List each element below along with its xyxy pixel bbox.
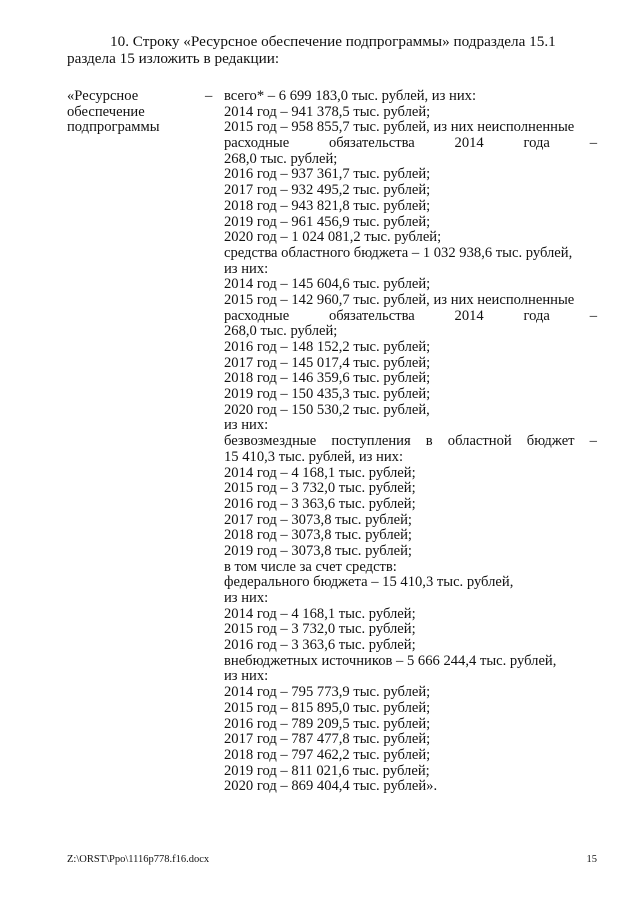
content-line: 2016 год – 3 363,6 тыс. рублей; bbox=[224, 637, 416, 654]
content-line: 2014 год – 145 604,6 тыс. рублей; bbox=[224, 276, 431, 293]
content-line: из них: bbox=[224, 668, 269, 685]
content-line: средства областного бюджета – 1 032 938,6 тыс. рублей, bbox=[224, 244, 573, 261]
content-line: всего* – 6 699 183,0 тыс. рублей, из них: bbox=[224, 88, 477, 104]
word: года bbox=[523, 307, 550, 324]
content-line: 2014 год – 795 773,9 тыс. рублей; bbox=[224, 684, 431, 701]
content-line-justified bbox=[224, 309, 597, 325]
content-line: 2015 год – 142 960,7 тыс. рублей, из них неисполненные bbox=[224, 291, 575, 308]
page-number: 15 bbox=[586, 854, 597, 865]
resource-label-line-2: обеспечение bbox=[67, 103, 145, 120]
content-line: 2017 год – 145 017,4 тыс. рублей; bbox=[224, 354, 431, 371]
word: года bbox=[523, 135, 550, 152]
content-line: 2016 год – 789 209,5 тыс. рублей; bbox=[224, 715, 431, 732]
word: 2014 bbox=[454, 307, 484, 324]
content-line: 2020 год – 150 530,2 тыс. рублей, bbox=[224, 401, 430, 418]
file-path: Z:\ORST\Ppo\1116p778.f16.docx bbox=[67, 854, 210, 865]
word: поступления bbox=[331, 433, 411, 450]
content-line: 2014 год – 941 378,5 тыс. рублей; bbox=[224, 103, 431, 120]
content-line: 2019 год – 961 456,9 тыс. рублей; bbox=[224, 213, 431, 230]
word: – bbox=[589, 433, 597, 450]
content-line: 2020 год – 869 404,4 тыс. рублей». bbox=[224, 778, 438, 795]
content-line: внебюджетных источников – 5 666 244,4 тыс. рублей, bbox=[224, 652, 557, 669]
content-line: 2018 год – 3073,8 тыс. рублей; bbox=[224, 527, 412, 544]
intro-line-1: 10. Строку «Ресурсное обеспечение подпрограммы» подраздела 15.1 bbox=[110, 33, 556, 50]
content-line: 2015 год – 815 895,0 тыс. рублей; bbox=[224, 699, 431, 716]
content-line: 2016 год – 3 363,6 тыс. рублей; bbox=[224, 495, 416, 512]
word: расходные bbox=[224, 307, 290, 324]
content-line: 2020 год – 1 024 081,2 тыс. рублей; bbox=[224, 229, 442, 246]
page-footer bbox=[67, 854, 597, 865]
content-line: в том числе за счет средств: bbox=[224, 558, 397, 575]
content-line-justified bbox=[224, 434, 597, 450]
content-line: из них: bbox=[224, 260, 269, 277]
content-line: 2018 год – 943 821,8 тыс. рублей; bbox=[224, 197, 431, 214]
content-line: из них: bbox=[224, 417, 269, 434]
content-line: 268,0 тыс. рублей; bbox=[224, 150, 338, 167]
label-dash: – bbox=[205, 88, 213, 104]
content-line: 2014 год – 4 168,1 тыс. рублей; bbox=[224, 464, 416, 481]
content-line: из них: bbox=[224, 590, 269, 606]
content-line: 2019 год – 3073,8 тыс. рублей; bbox=[224, 542, 412, 559]
content-line-justified bbox=[224, 136, 597, 152]
content-line: федерального бюджета – 15 410,3 тыс. рублей, bbox=[224, 574, 514, 591]
word: в bbox=[425, 433, 433, 450]
content-line: 2014 год – 4 168,1 тыс. рублей; bbox=[224, 605, 416, 622]
word: 2014 bbox=[454, 135, 484, 152]
word: бюджет bbox=[526, 433, 575, 450]
content-line: 2015 год – 958 855,7 тыс. рублей, из них неисполненные bbox=[224, 119, 575, 136]
content-line: 2016 год – 937 361,7 тыс. рублей; bbox=[224, 166, 431, 183]
content-line: 2017 год – 787 477,8 тыс. рублей; bbox=[224, 731, 431, 748]
resource-label-cell bbox=[67, 89, 217, 136]
content-line: 2018 год – 146 359,6 тыс. рублей; bbox=[224, 370, 431, 387]
word: обязательства bbox=[328, 135, 415, 152]
content-line: 2017 год – 932 495,2 тыс. рублей; bbox=[224, 182, 431, 199]
word: расходные bbox=[224, 135, 290, 152]
content-line: 2016 год – 148 152,2 тыс. рублей; bbox=[224, 339, 431, 355]
word: – bbox=[589, 307, 597, 324]
intro-line-2: раздела 15 изложить в редакции: bbox=[67, 50, 280, 67]
word: областной bbox=[447, 433, 512, 450]
content-line: 2019 год – 811 021,6 тыс. рублей; bbox=[224, 762, 430, 779]
word: – bbox=[589, 135, 597, 152]
resource-content-cell bbox=[224, 89, 597, 795]
word: безвозмездные bbox=[224, 433, 317, 450]
content-line: 2015 год – 3 732,0 тыс. рублей; bbox=[224, 480, 416, 497]
content-line: 2015 год – 3 732,0 тыс. рублей; bbox=[224, 621, 416, 638]
content-line: 2019 год – 150 435,3 тыс. рублей; bbox=[224, 386, 431, 403]
content-line: 2017 год – 3073,8 тыс. рублей; bbox=[224, 511, 412, 528]
content-line: 2018 год – 797 462,2 тыс. рублей; bbox=[224, 746, 431, 763]
resource-label-line-1: «Ресурсное bbox=[67, 88, 139, 104]
word: обязательства bbox=[328, 307, 415, 324]
intro-paragraph bbox=[67, 33, 597, 67]
content-line: 15 410,3 тыс. рублей, из них: bbox=[224, 448, 404, 465]
content-line: 268,0 тыс. рублей; bbox=[224, 323, 338, 340]
resource-label-line-3: подпрограммы bbox=[67, 119, 160, 136]
